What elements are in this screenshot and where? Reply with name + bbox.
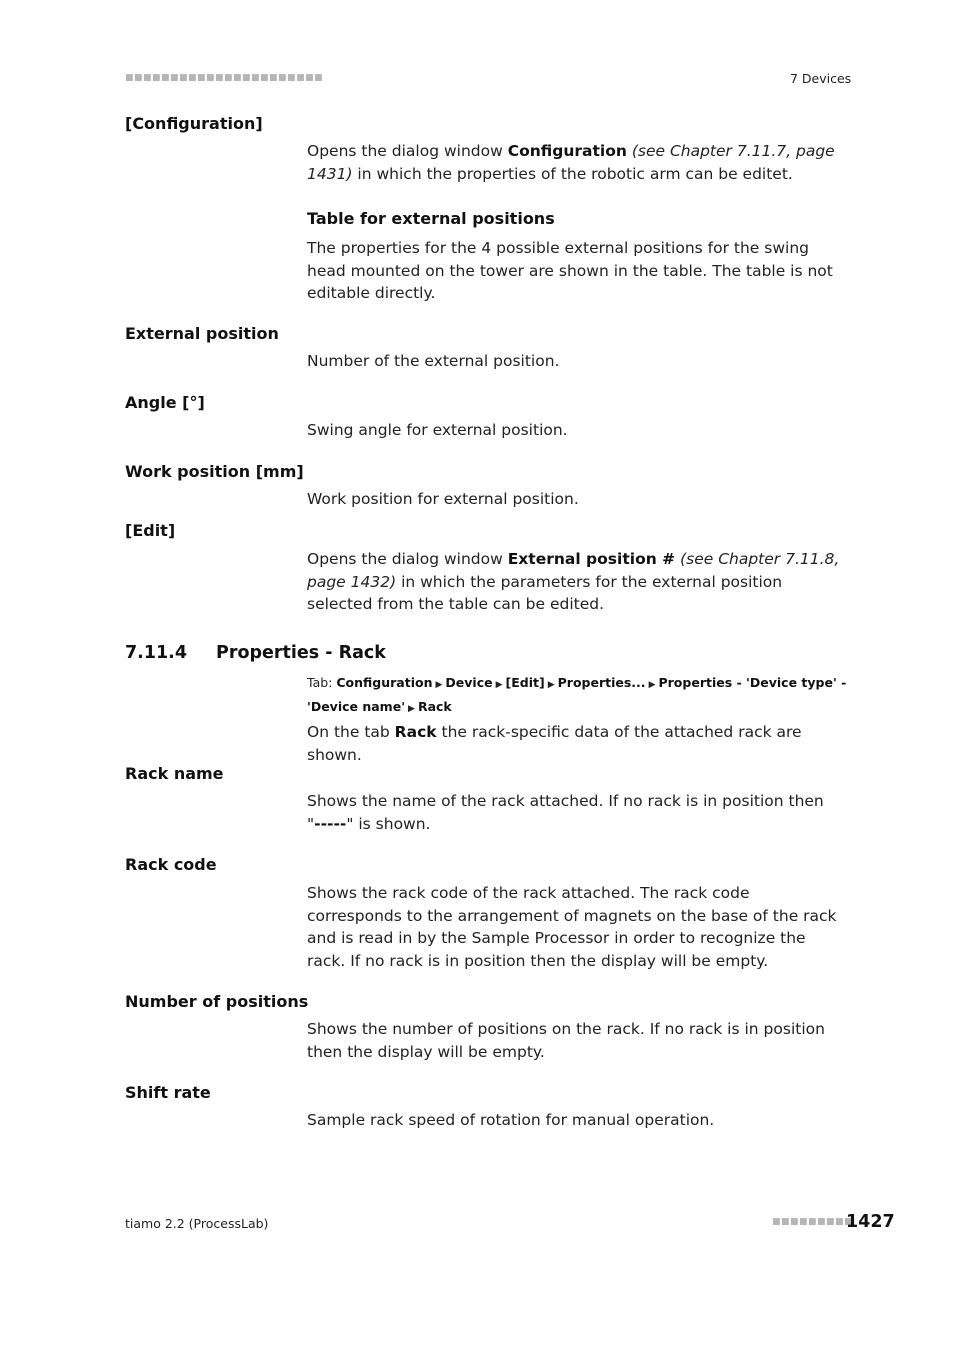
term-angle: Angle [°] xyxy=(125,393,205,412)
arrow-right-icon: ▶ xyxy=(547,680,555,690)
footer-product: tiamo 2.2 (ProcessLab) xyxy=(125,1216,269,1231)
desc-text: in which the properties of the robotic arm can be editet. xyxy=(352,164,793,183)
term-rack-code: Rack code xyxy=(125,855,217,874)
term-rack-name: Rack name xyxy=(125,764,224,783)
path-step: Properties - 'Device type' - 'Device name' xyxy=(307,675,847,714)
dialog-name: External position # xyxy=(507,550,676,568)
footer-decoration: ■■■■■■■■■ xyxy=(772,1217,854,1227)
cross-reference-link[interactable]: (see Chapter 7.11.8, page 1432) xyxy=(307,550,840,591)
desc-text: Opens the dialog window xyxy=(307,142,508,160)
desc-work-position: Work position for external position. xyxy=(307,490,579,508)
term-number-of-positions: Number of positions xyxy=(125,992,309,1011)
section-title: Properties - Rack xyxy=(216,643,386,663)
header-decoration: ■■■■■■■■■■■■■■■■■■■■■■ xyxy=(125,73,324,83)
arrow-right-icon: ▶ xyxy=(648,680,656,690)
section-intro xyxy=(307,721,842,766)
desc-shift-rate: Sample rack speed of rotation for manual operation. xyxy=(307,1111,715,1129)
term-external-position: External position xyxy=(125,324,279,343)
desc-configuration xyxy=(307,140,842,185)
desc-table-external-positions: The properties for the 4 possible external positions for the swing head mounted on the tower are shown in the table. The table is not editable directly. xyxy=(307,239,833,302)
desc-text: Opens the dialog window xyxy=(307,550,508,568)
arrow-right-icon: ▶ xyxy=(495,680,503,690)
arrow-right-icon: ▶ xyxy=(435,680,443,690)
term-configuration: [Configuration] xyxy=(125,114,263,133)
desc-text: the rack-specific data of the attached rack are shown. xyxy=(307,723,802,764)
running-header-chapter: 7 Devices xyxy=(790,71,852,86)
desc-rack-code: Shows the rack code of the rack attached. The rack code corresponds to the arrangement of magnets on the base of the rack and is read in by the Sample Processor in order to recognize the rack. If no rack is in position then the display will be empty. xyxy=(307,884,837,970)
path-step: Rack xyxy=(417,699,452,714)
section-number: 7.11.4 xyxy=(125,643,188,663)
path-step: [Edit] xyxy=(505,675,545,690)
desc-text: Shows the name of the rack attached. If no rack is in position then " xyxy=(307,792,824,833)
placeholder-value: ----- xyxy=(314,814,347,833)
desc-text: in which the parameters for the external position selected from the table can be edited. xyxy=(307,572,783,613)
arrow-right-icon: ▶ xyxy=(408,704,415,714)
navigation-path xyxy=(307,672,847,720)
desc-text: " is shown. xyxy=(346,814,431,833)
tab-label: Tab: xyxy=(307,675,337,690)
desc-angle: Swing angle for external position. xyxy=(307,421,568,439)
cross-reference-link[interactable]: (see Chapter 7.11.7, page 1431) xyxy=(307,142,835,183)
term-work-position: Work position [mm] xyxy=(125,462,304,481)
tab-name: Rack xyxy=(394,723,437,741)
path-step: Properties... xyxy=(557,675,646,690)
desc-rack-name xyxy=(307,790,842,835)
desc-external-position: Number of the external position. xyxy=(307,352,560,370)
subheading-table-external-positions: Table for external positions xyxy=(307,209,555,228)
desc-number-of-positions: Shows the number of positions on the rack. If no rack is in position then the display will be empty. xyxy=(307,1020,825,1061)
page-number: 1427 xyxy=(846,1212,895,1232)
desc-text: On the tab xyxy=(307,723,395,741)
term-shift-rate: Shift rate xyxy=(125,1083,211,1102)
path-step: Device xyxy=(445,675,493,690)
path-step: Configuration xyxy=(336,675,433,690)
desc-edit xyxy=(307,548,842,616)
term-edit: [Edit] xyxy=(125,521,176,540)
dialog-name: Configuration xyxy=(507,142,627,160)
